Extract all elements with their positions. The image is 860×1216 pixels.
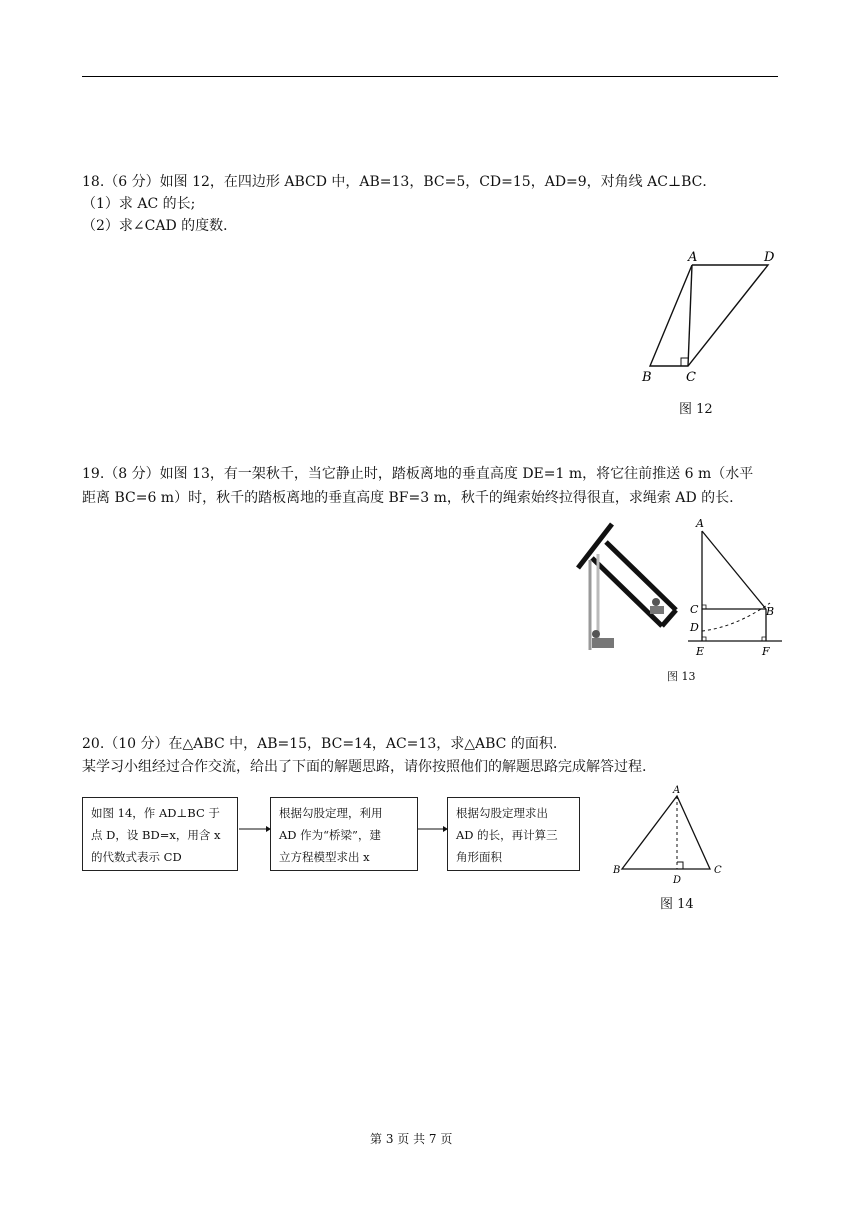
diagonal-ac	[688, 265, 692, 366]
arrow-2	[417, 822, 449, 836]
arrow-1	[238, 822, 272, 836]
figure-13-diagram	[684, 515, 786, 665]
label-c: C	[686, 370, 696, 385]
right-angle-mark	[681, 358, 688, 366]
page-footer: 第 3 页 共 7 页	[370, 1132, 453, 1146]
q18-part2: （2）求∠CAD 的度数．	[82, 218, 238, 234]
step-box-1: 如图 14，作 AD⊥BC 于 点 D，设 BD=x，用含 x 的代数式表示 CD	[82, 797, 238, 871]
right-angle-d	[677, 862, 683, 869]
swing-frame-diag-2	[606, 542, 676, 610]
header-rule	[82, 76, 778, 77]
step-box-3: 根据勾股定理求出 AD 的长，再计算三 角形面积	[447, 797, 580, 871]
label-d: D	[673, 875, 682, 886]
label-b: B	[642, 370, 652, 385]
q18-stem: 18.（6 分）如图 12，在四边形 ABCD 中，AB=13，BC=5，CD=15，AD=9，对角线 AC⊥BC．	[82, 174, 717, 190]
label-b: B	[613, 865, 621, 876]
q20-stem: 20.（10 分）在△ABC 中，AB=15，BC=14，AC=13，求△ABC 的面积.	[82, 736, 558, 752]
label-f: F	[762, 645, 770, 658]
q20-instruction: 某学习小组经过合作交流，给出了下面的解题思路，请你按照他们的解题思路完成解答过程.	[82, 759, 647, 775]
swing-arc	[702, 603, 770, 631]
person-body-resting	[592, 638, 614, 648]
q19-stem-line1: 19.（8 分）如图 13，有一架秋千，当它静止时，踏板离地的垂直高度 DE=1 m，将它往前推送 6 m（水平	[82, 466, 754, 482]
swing-frame-diag-1	[592, 558, 662, 626]
person-resting	[592, 630, 600, 638]
figure-12-caption: 图 12	[679, 402, 713, 417]
step-box-2: 根据勾股定理，利用 AD 作为“桥梁”，建 立方程模型求出 x	[270, 797, 418, 871]
label-a: A	[673, 785, 681, 796]
label-c: C	[690, 603, 699, 616]
swing-illustration	[568, 518, 678, 658]
figure-14-triangle	[608, 782, 732, 886]
q19-stem-line2: 距离 BC=6 m）时，秋千的踏板离地的垂直高度 BF=3 m，秋千的绳索始终拉得很直，求绳索 AD 的长.	[82, 490, 734, 506]
label-d: D	[764, 250, 775, 265]
figure-14-caption: 图 14	[660, 897, 694, 912]
label-a: A	[688, 250, 698, 265]
person-body-swinging	[650, 606, 664, 614]
person-swinging	[652, 598, 660, 606]
swing-frame-end	[662, 610, 676, 626]
label-d: D	[690, 621, 699, 634]
rope-ab	[702, 531, 766, 609]
q18-part1: （1）求 AC 的长;	[82, 196, 196, 212]
label-a: A	[696, 517, 704, 530]
figure-13-caption: 图 13	[667, 670, 696, 683]
figure-12-quadrilateral	[630, 245, 790, 390]
quadrilateral-abcd	[650, 265, 768, 366]
label-b: B	[766, 605, 775, 618]
label-e: E	[696, 645, 705, 658]
label-c: C	[714, 865, 722, 876]
triangle-abc	[622, 796, 710, 869]
